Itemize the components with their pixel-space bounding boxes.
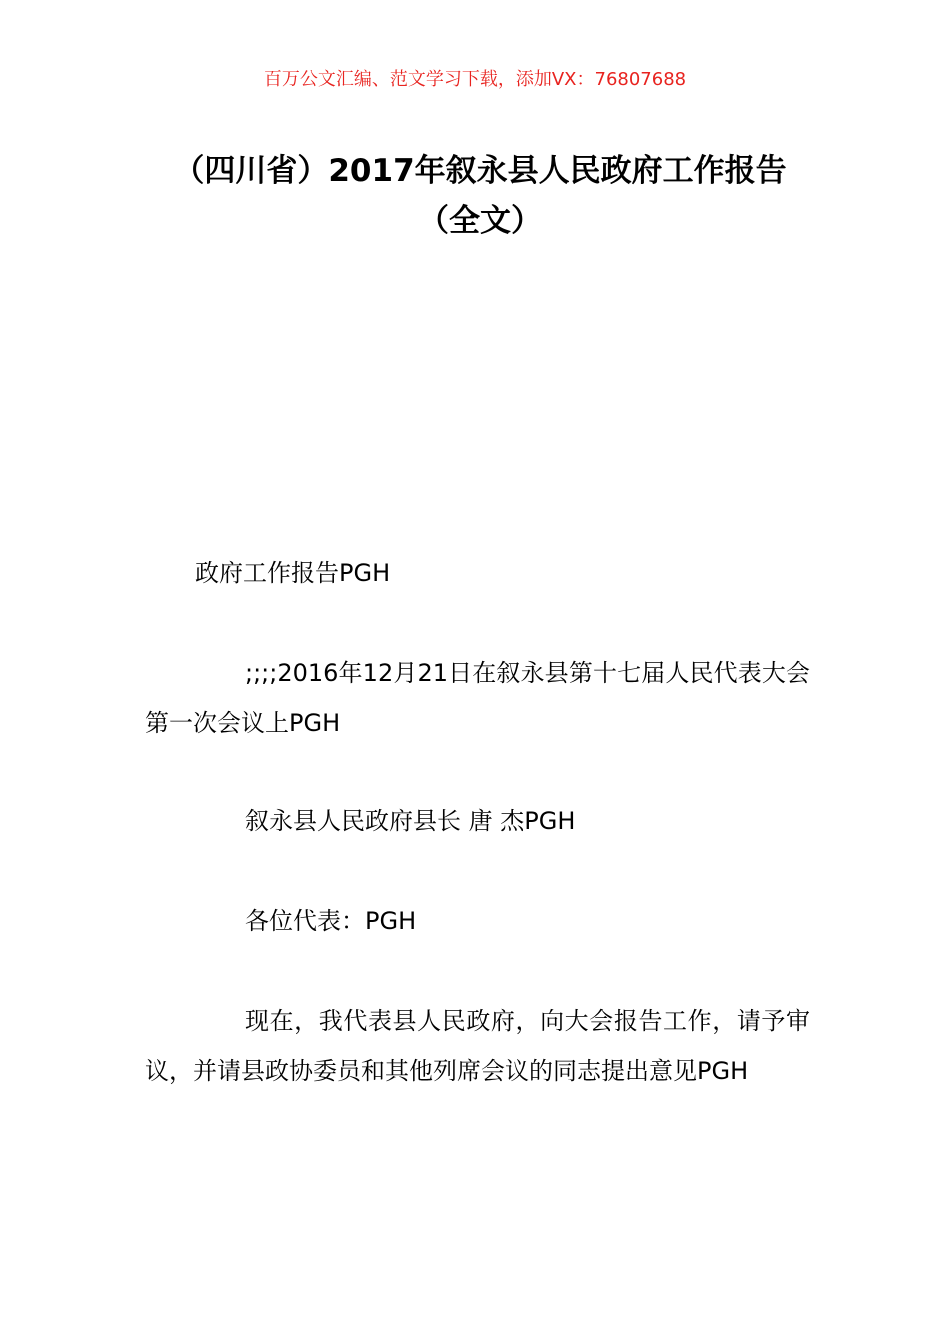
paragraph-report-label: 政府工作报告PGH — [195, 559, 391, 587]
header-watermark-note: 百万公文汇编、范文学习下载，添加VX：76807688 — [263, 69, 687, 90]
document-title: （四川省）2017年叙永县人民政府工作报告（全文） — [173, 153, 787, 239]
paragraph-opening: 现在，我代表县人民政府，向大会报告工作，请予审议，并请县政协委员和其他列席会议的同志提出意见PGH — [145, 1007, 810, 1085]
paragraph-meeting-date: ;;;;2016年12月21日在叙永县第十七届人民代表大会第一次会议上PGH — [145, 659, 810, 737]
paragraph-speaker: 叙永县人民政府县长 唐 杰PGH — [245, 807, 576, 835]
paragraph-salutation: 各位代表：PGH — [245, 907, 417, 935]
